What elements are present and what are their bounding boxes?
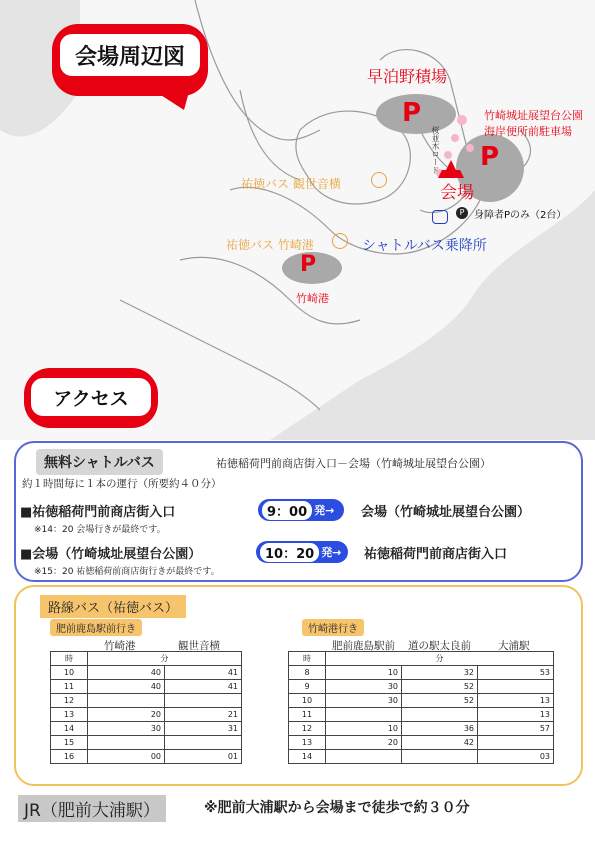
venue-label: 会場	[440, 183, 474, 203]
bus-title: 路線バス（祐徳バス）	[40, 595, 186, 618]
table-row	[51, 722, 242, 736]
minute-cell: 13	[478, 694, 554, 708]
map-title: 会場周辺図	[60, 34, 200, 76]
minute-cell	[165, 736, 242, 750]
minute-cell: 13	[478, 708, 554, 722]
table-row	[289, 750, 554, 764]
disabled-parking-icon: P	[456, 207, 468, 219]
table-row	[289, 722, 554, 736]
minute-cell: 52	[402, 680, 478, 694]
shuttle-row2-time-pill	[256, 541, 348, 563]
castle-icon	[436, 158, 466, 180]
bus-right-min-header: 分	[326, 652, 554, 666]
minute-cell: 20	[326, 736, 402, 750]
bus-left-stop-1: 竹崎港	[104, 640, 136, 652]
shuttle-title: 無料シャトルバス	[36, 449, 163, 475]
minute-cell	[326, 708, 402, 722]
minute-cell: 21	[165, 708, 242, 722]
map-title-pointer	[150, 88, 200, 118]
shuttle-bus-icon	[432, 210, 448, 224]
shuttle-row2-dep: 発→	[321, 546, 342, 559]
bus-right-hour-header: 時	[289, 652, 326, 666]
table-row	[51, 666, 242, 680]
bus-stop-icon	[371, 172, 387, 188]
bus-right-stop-2: 道の駅太良前	[408, 640, 471, 652]
shuttle-row1-dep: 発→	[314, 504, 335, 517]
minute-cell: 53	[478, 666, 554, 680]
minute-cell	[478, 736, 554, 750]
parking-hayadomari-label: 早泊野積場	[367, 67, 448, 86]
minute-cell: 01	[165, 750, 242, 764]
parking-castle-label-1: 竹崎城址展望台公園	[484, 109, 583, 122]
shuttle-row2-to: 祐徳稲荷門前商店街入口	[364, 547, 508, 562]
minute-cell: 00	[88, 750, 165, 764]
hour-cell: 10	[289, 694, 326, 708]
minute-cell: 40	[88, 666, 165, 680]
hour-cell: 10	[51, 666, 88, 680]
sakura-road-label: 桜並木ロード	[431, 126, 440, 174]
bus-right-label: 竹崎港行き	[302, 619, 364, 636]
hour-cell: 13	[289, 736, 326, 750]
minute-cell	[88, 694, 165, 708]
table-row	[289, 680, 554, 694]
table-row	[289, 694, 554, 708]
shuttle-row1-time-pill	[258, 499, 344, 521]
shuttle-panel	[14, 441, 583, 582]
hour-cell: 12	[289, 722, 326, 736]
minute-cell: 31	[165, 722, 242, 736]
minute-cell	[402, 708, 478, 722]
parking-castle-label-2: 海岸便所前駐車場	[484, 125, 572, 138]
bus-left-hour-header: 時	[51, 652, 88, 666]
shuttle-row1-from: ■祐徳稲荷門前商店街入口	[20, 505, 176, 520]
bus-stop-takezaki-label: 祐徳バス 竹崎港	[226, 238, 314, 252]
minute-cell	[88, 736, 165, 750]
jr-label: JR（肥前大浦駅）	[18, 795, 166, 822]
bus-left-label: 肥前鹿島駅前行き	[50, 619, 142, 636]
bus-left-table	[50, 651, 242, 764]
minute-cell: 30	[326, 680, 402, 694]
access-title: アクセス	[31, 378, 151, 416]
hour-cell: 9	[289, 680, 326, 694]
shuttle-row1-to: 会場（竹崎城址展望台公園）	[361, 505, 531, 520]
hour-cell: 16	[51, 750, 88, 764]
minute-cell: 40	[88, 680, 165, 694]
minute-cell: 30	[88, 722, 165, 736]
bus-right-stop-3: 大浦駅	[498, 640, 530, 652]
table-row	[51, 736, 242, 750]
shuttle-row2-from: ■会場（竹崎城址展望台公園）	[20, 547, 202, 562]
bus-left-min-header: 分	[88, 652, 242, 666]
shuttle-row1-time: 9：00	[262, 501, 312, 520]
disabled-parking-label: 身障者Pのみ（2台）	[474, 210, 567, 221]
access-title-tag	[24, 368, 158, 428]
minute-cell: 41	[165, 680, 242, 694]
table-row	[51, 750, 242, 764]
bus-right-table	[288, 651, 554, 764]
table-row	[51, 694, 242, 708]
bus-stop-kanzeon-label: 祐徳バス 観世音横	[241, 177, 341, 191]
minute-cell: 10	[326, 722, 402, 736]
minute-cell	[165, 694, 242, 708]
table-row	[289, 736, 554, 750]
bus-left-stop-2: 観世音横	[178, 640, 220, 652]
minute-cell	[478, 680, 554, 694]
hour-cell: 11	[289, 708, 326, 722]
hour-cell: 11	[51, 680, 88, 694]
table-row	[289, 708, 554, 722]
jr-note: ※肥前大浦駅から会場まで徒歩で約３０分	[204, 800, 470, 816]
minute-cell: 03	[478, 750, 554, 764]
minute-cell: 30	[326, 694, 402, 708]
map-title-tag	[52, 24, 208, 96]
minute-cell: 57	[478, 722, 554, 736]
bus-right-stop-1: 肥前鹿島駅前	[332, 640, 395, 652]
hour-cell: 14	[289, 750, 326, 764]
table-row	[51, 680, 242, 694]
minute-cell	[326, 750, 402, 764]
parking-icon: P	[402, 98, 422, 128]
shuttle-stop-label: シャトルバス乗降所	[362, 238, 487, 254]
bus-stop-icon	[332, 233, 348, 249]
minute-cell: 42	[402, 736, 478, 750]
minute-cell: 41	[165, 666, 242, 680]
minute-cell	[402, 750, 478, 764]
minute-cell: 36	[402, 722, 478, 736]
minute-cell: 32	[402, 666, 478, 680]
parking-icon: P	[480, 142, 500, 172]
shuttle-row1-note: ※14：20 会場行きが最終です。	[34, 525, 166, 535]
minute-cell: 20	[88, 708, 165, 722]
bus-panel	[14, 585, 583, 786]
table-row	[289, 666, 554, 680]
hour-cell: 12	[51, 694, 88, 708]
minute-cell: 52	[402, 694, 478, 708]
shuttle-route: 祐徳稲荷門前商店街入口－会場（竹崎城址展望台公園）	[216, 457, 491, 470]
parking-icon: P	[300, 252, 317, 277]
shuttle-frequency: 約１時間毎に１本の運行（所要約４０分）	[22, 478, 222, 490]
hour-cell: 8	[289, 666, 326, 680]
shuttle-row2-time: 10：20	[260, 543, 319, 562]
hour-cell: 13	[51, 708, 88, 722]
parking-port-label: 竹崎港	[296, 292, 329, 305]
minute-cell: 10	[326, 666, 402, 680]
hour-cell: 15	[51, 736, 88, 750]
shuttle-row2-note: ※15：20 祐徳稲荷前商店街行きが最終です。	[34, 567, 220, 577]
hour-cell: 14	[51, 722, 88, 736]
table-row	[51, 708, 242, 722]
